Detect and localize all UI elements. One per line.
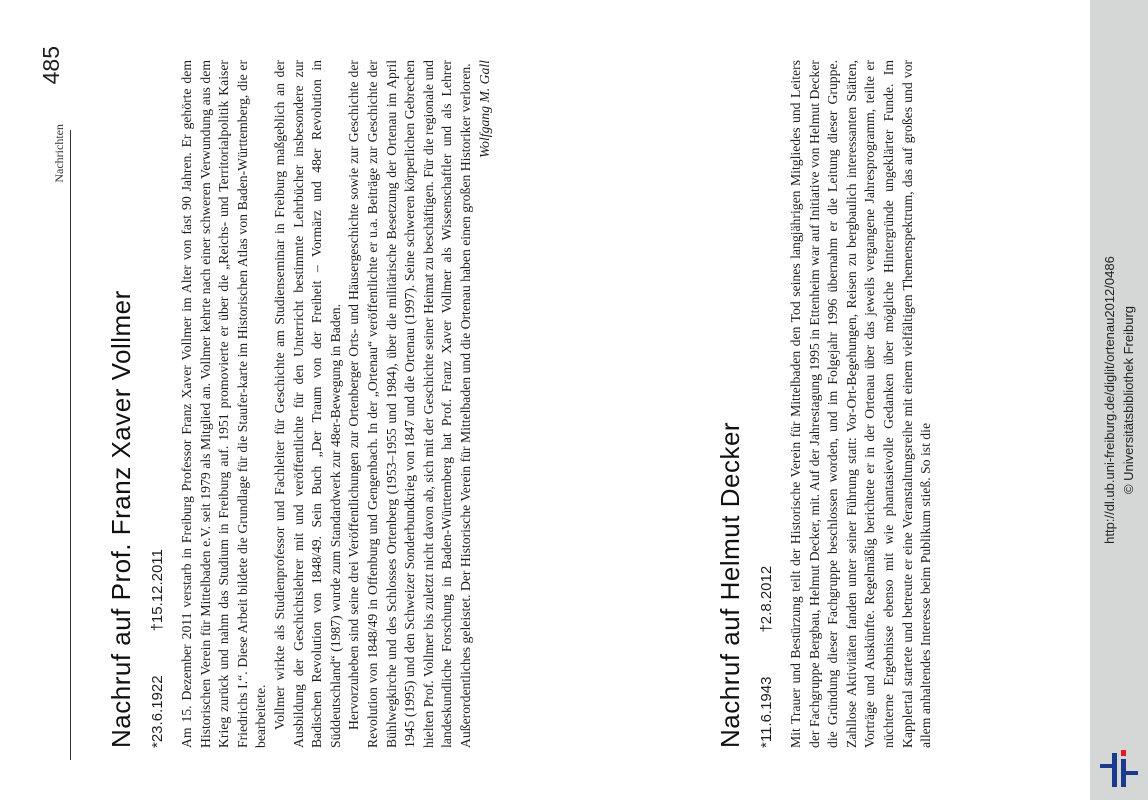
- article-vollmer: [106, 60, 494, 748]
- article-title: Nachruf auf Prof. Franz Xaver Vollmer: [106, 290, 136, 748]
- header-rule: [70, 130, 71, 760]
- signature: Wolfgang M. Gall: [476, 60, 492, 158]
- page-number: 485: [38, 46, 64, 85]
- article-dates: [758, 60, 775, 748]
- citation-url[interactable]: http://dl.ub.uni-freiburg.de/diglit/ortenau2012/0486: [1102, 256, 1117, 544]
- running-head: Nachrichten: [52, 124, 66, 183]
- paragraph: Hervorzuheben sind seine drei Veröffentlichungen zur Ortenberger Orts- und Häusergeschichte sowie zur Geschichte der Revolution von 1848/49 in Offenburg und Gengenbach. In der „Ortenau“ veröffentlichte er u.a. Beiträge zur Geschichte der Bühlwegkirche und des Schlosses Ortenberg (1953–1955 und 1984), über die militärische Besetzung der Ortenau im April 1945 (1995) und den Schweizer Sonderbundkrieg von 1847 und die Ortenau (1997). Seine schweren körperlichen Gebrechen hielten Prof. Vollmer bis zuletzt nicht davon ab, sich mit der Geschichte seiner Heimat zu beschäftigen. Für die regionale und landeskundliche Forschung in Baden-Württemberg hat Prof. Franz Xaver Vollmer als Wissenschaftler und als Lehrer Außerordentliches geleistet. Der Historische Verein für Mittelbaden und die Ortenau haben einen großen Historiker verloren.: [346, 60, 473, 748]
- paragraph: Vollmer wirkte als Studienprofessor und Fachleiter für Geschichte am Studienseminar in Freiburg maßgeblich an der Ausbildung der Geschichtslehrer mit und veröffentlichte für den Unterricht bestimmte Lehrbücher insbesondere zur Badischen Revolution von 1848/49. Sein Buch „Der Traum von der Freiheit – Vormärz und 48er Revolution in Süddeutschland“ (1987) wurde zum Standardwerk zur 48er-Bewegung in Baden.: [271, 60, 343, 748]
- death-date: †2.8.2012: [758, 565, 775, 633]
- ub-freiburg-logo-icon: [1096, 745, 1144, 793]
- death-date: †15.12.2011: [149, 549, 166, 632]
- citation-copyright: © Universitätsbibliothek Freiburg: [1121, 305, 1136, 495]
- article-title: Nachruf auf Helmut Decker: [715, 421, 745, 748]
- birth-date: *11.6.1943: [758, 676, 775, 748]
- article-dates: [149, 60, 166, 748]
- rotated-page: [20, 40, 1070, 760]
- paragraph: Mit Trauer und Bestürzung teilt der Historische Verein für Mittelbaden den Tod seines langjährigen Mitgliedes und Leiters der Fachgruppe Bergbau, Helmut Decker, mit. Auf der Jahrestagung 1995 in Ettenheim war auf Initiative von Helmut Decker die Gründung dieser Fachgruppe beschlossen worden, und im Folgejahr 1996 übernahm er die Leitung dieser Gruppe. Zahllose Aktivitäten fanden unter seiner Führung statt: Vor-Ort-Begehungen, Reisen zu bergbaulich interessanten Stätten, Vorträge und Auskünfte. Regelmäßig berichtete er in der Ortenau über das jeweils vergangene Jahresprogramm, teilte er nüchterne Ergebnisse ebenso mit wie phantasievolle Gedanken über mögliche Hintergründe ungeklärter Funde. Im Kapplertal startete und betreute er eine Veranstaltungsreihe mit einem vielfältigen Themenspektrum, das auf großes und vor allem anhaltendes Interesse beim Publikum stieß. So ist die: [788, 60, 934, 748]
- birth-date: *23.6.1922: [149, 675, 166, 748]
- citation-text: [1100, 0, 1138, 800]
- article-decker: [715, 60, 936, 748]
- paragraph: Am 15. Dezember 2011 verstarb in Freiburg Professor Franz Xaver Vollmer im Alter von fast 90 Jahren. Er gehörte dem Historischen Verein für Mittelbaden e.V. seit 1979 als Mitglied an. Vollmer kehrte nach einer schweren Verwundung aus dem Krieg zurück und nahm das Studium in Freiburg auf. 1951 promovierte er über die „Reichs- und Territorialpolitik Kaiser Friedrichs I.“. Diese Arbeit bildete die Grundlage für die Staufer-karte im Historischen Atlas von Baden-Württemberg, die er bearbeitete.: [179, 60, 269, 748]
- page-header: [40, 40, 80, 760]
